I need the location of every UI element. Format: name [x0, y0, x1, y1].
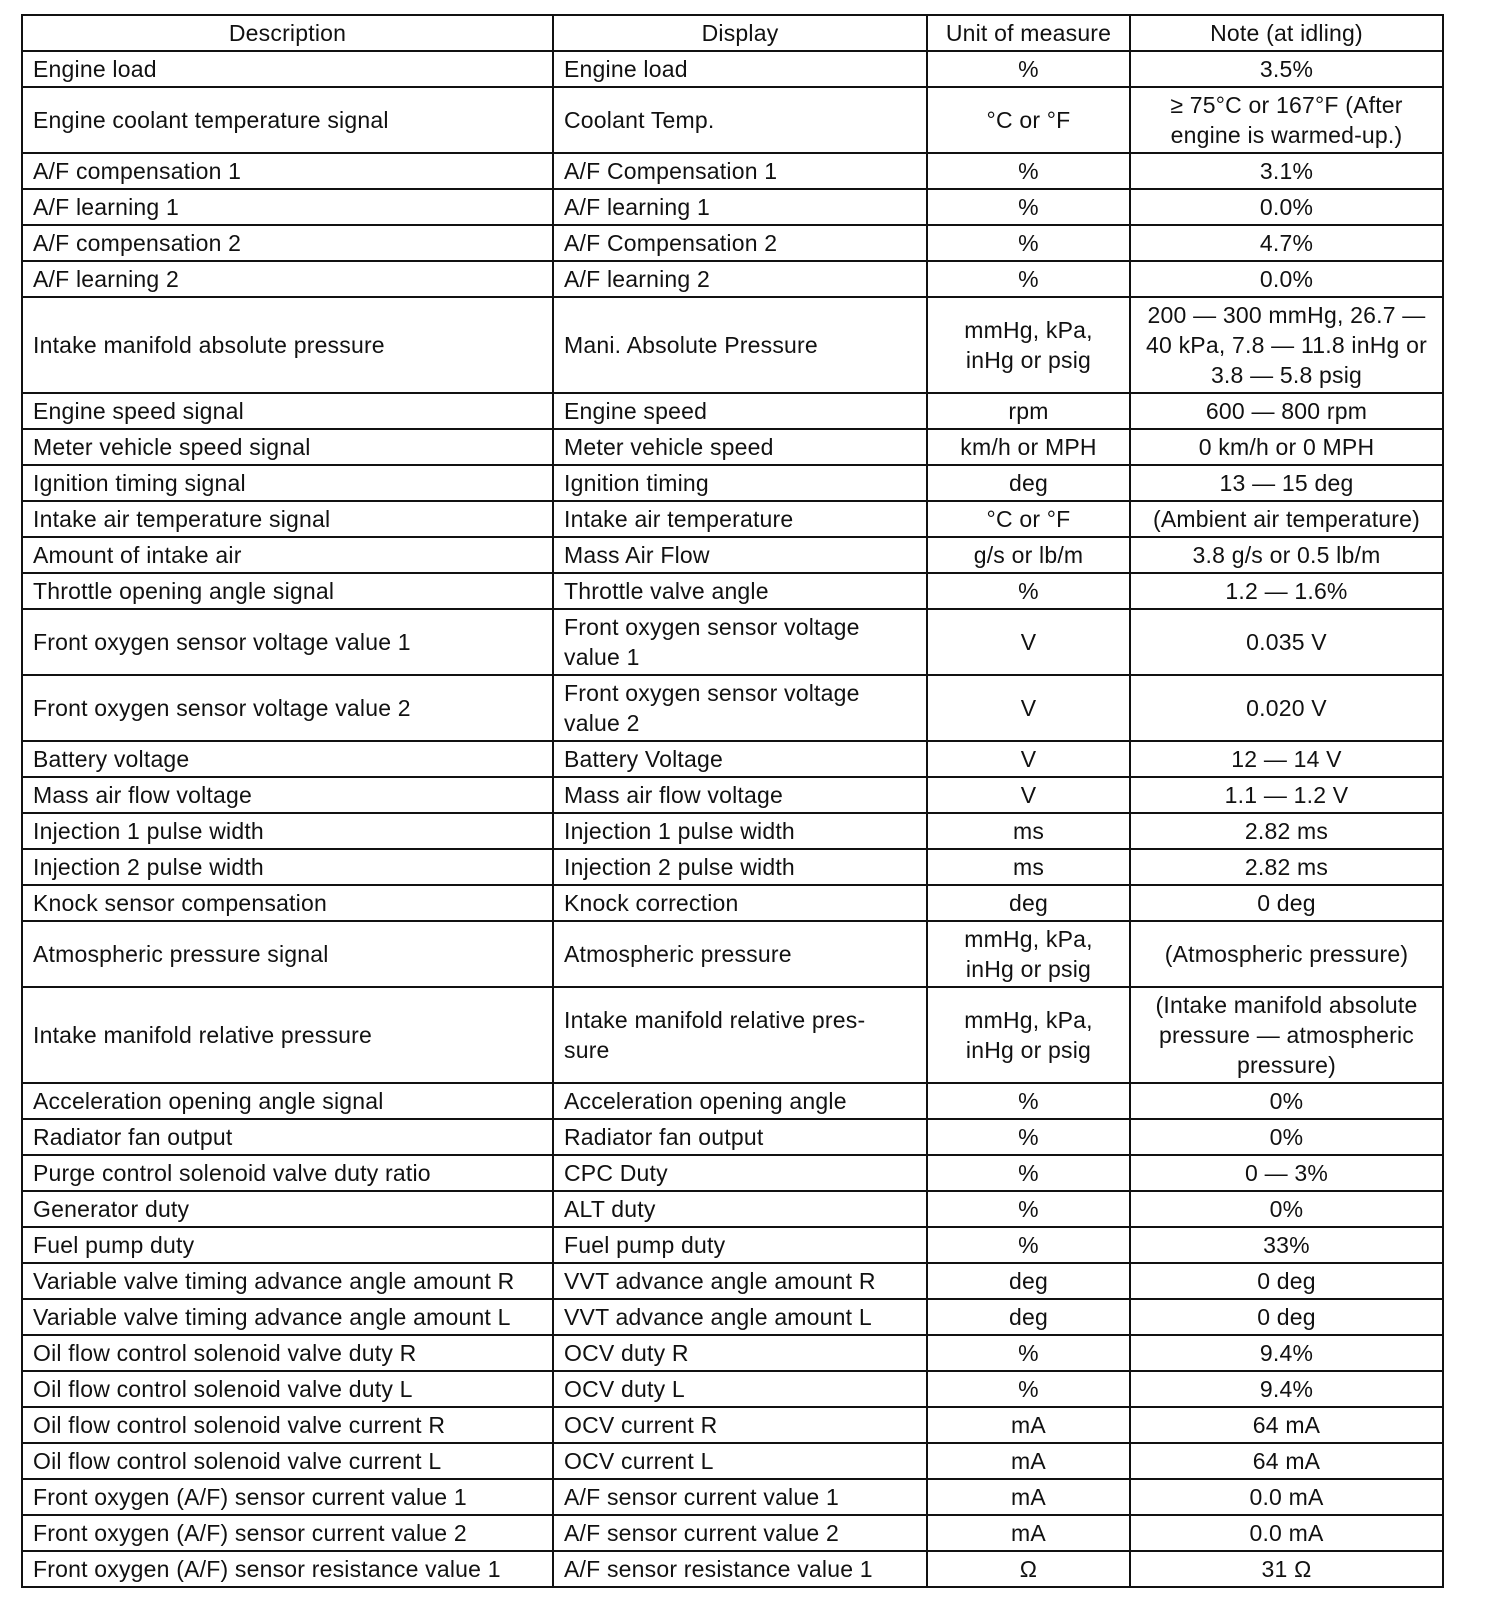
- cell-unit: V: [927, 777, 1130, 813]
- table-row: [22, 261, 1443, 297]
- cell-note: 3.5%: [1130, 51, 1443, 87]
- cell-note: 0%: [1130, 1083, 1443, 1119]
- cell-unit: deg: [927, 1299, 1130, 1335]
- table-row: [22, 1371, 1443, 1407]
- cell-description: Injection 1 pulse width: [22, 813, 553, 849]
- cell-display: Injection 2 pulse width: [553, 849, 927, 885]
- cell-description: Atmospheric pressure signal: [22, 921, 553, 987]
- table-row: [22, 1551, 1443, 1587]
- table-row: [22, 675, 1443, 741]
- cell-unit: %: [927, 1155, 1130, 1191]
- cell-description: A/F learning 2: [22, 261, 553, 297]
- cell-unit: Ω: [927, 1551, 1130, 1587]
- table-row: [22, 225, 1443, 261]
- cell-description: A/F compensation 2: [22, 225, 553, 261]
- cell-description: Knock sensor compensation: [22, 885, 553, 921]
- cell-note: 64 mA: [1130, 1443, 1443, 1479]
- cell-display: A/F Compensation 1: [553, 153, 927, 189]
- cell-note: 64 mA: [1130, 1407, 1443, 1443]
- table-row: [22, 1155, 1443, 1191]
- cell-unit: %: [927, 153, 1130, 189]
- cell-display: OCV current L: [553, 1443, 927, 1479]
- cell-description: Injection 2 pulse width: [22, 849, 553, 885]
- table-row: [22, 1227, 1443, 1263]
- cell-description: Front oxygen (A/F) sensor current value 2: [22, 1515, 553, 1551]
- table-row: [22, 297, 1443, 393]
- cell-unit: %: [927, 1191, 1130, 1227]
- table-row: [22, 777, 1443, 813]
- table-row: [22, 573, 1443, 609]
- cell-description: Front oxygen sensor voltage value 2: [22, 675, 553, 741]
- cell-unit: mA: [927, 1515, 1130, 1551]
- cell-unit: deg: [927, 1263, 1130, 1299]
- cell-unit: %: [927, 51, 1130, 87]
- cell-display: Radiator fan output: [553, 1119, 927, 1155]
- cell-description: Intake air temperature signal: [22, 501, 553, 537]
- table-row: [22, 537, 1443, 573]
- cell-note: 1.1 — 1.2 V: [1130, 777, 1443, 813]
- cell-description: Mass air flow voltage: [22, 777, 553, 813]
- cell-unit: deg: [927, 885, 1130, 921]
- cell-display: Injection 1 pulse width: [553, 813, 927, 849]
- table-row: [22, 1443, 1443, 1479]
- table-row: [22, 189, 1443, 225]
- table-row: [22, 1407, 1443, 1443]
- cell-unit: %: [927, 1083, 1130, 1119]
- cell-display: Ignition timing: [553, 465, 927, 501]
- cell-display: Engine load: [553, 51, 927, 87]
- cell-note: 31 Ω: [1130, 1551, 1443, 1587]
- header-unit: Unit of measure: [927, 15, 1130, 51]
- cell-description: Throttle opening angle signal: [22, 573, 553, 609]
- cell-description: Intake manifold relative pressure: [22, 987, 553, 1083]
- table-row: [22, 393, 1443, 429]
- cell-note: 4.7%: [1130, 225, 1443, 261]
- cell-description: Radiator fan output: [22, 1119, 553, 1155]
- cell-unit: mmHg, kPa, inHg or psig: [927, 297, 1130, 393]
- header-description: Description: [22, 15, 553, 51]
- cell-note: 2.82 ms: [1130, 849, 1443, 885]
- cell-display: Atmospheric pressure: [553, 921, 927, 987]
- cell-unit: deg: [927, 465, 1130, 501]
- cell-unit: V: [927, 675, 1130, 741]
- header-display: Display: [553, 15, 927, 51]
- cell-note: 0 deg: [1130, 885, 1443, 921]
- cell-note: 0.0 mA: [1130, 1515, 1443, 1551]
- cell-unit: %: [927, 189, 1130, 225]
- table-row: [22, 51, 1443, 87]
- cell-unit: mA: [927, 1407, 1130, 1443]
- cell-display: Throttle valve angle: [553, 573, 927, 609]
- cell-description: Engine coolant temperature signal: [22, 87, 553, 153]
- table-row: [22, 813, 1443, 849]
- cell-note: 1.2 — 1.6%: [1130, 573, 1443, 609]
- data-monitor-table: [21, 14, 1444, 1588]
- cell-note: 12 — 14 V: [1130, 741, 1443, 777]
- cell-display: Front oxygen sensor voltage value 2: [553, 675, 927, 741]
- cell-unit: ms: [927, 849, 1130, 885]
- cell-description: Generator duty: [22, 1191, 553, 1227]
- header-row: [22, 15, 1443, 51]
- cell-unit: %: [927, 1227, 1130, 1263]
- cell-note: 0%: [1130, 1119, 1443, 1155]
- cell-display: CPC Duty: [553, 1155, 927, 1191]
- cell-note: 0%: [1130, 1191, 1443, 1227]
- cell-note: (Ambient air temperature): [1130, 501, 1443, 537]
- cell-note: 0.0 mA: [1130, 1479, 1443, 1515]
- cell-description: Amount of intake air: [22, 537, 553, 573]
- cell-description: A/F learning 1: [22, 189, 553, 225]
- table-row: [22, 741, 1443, 777]
- cell-unit: %: [927, 573, 1130, 609]
- cell-description: Fuel pump duty: [22, 1227, 553, 1263]
- cell-display: A/F learning 1: [553, 189, 927, 225]
- cell-note: 3.8 g/s or 0.5 lb/m: [1130, 537, 1443, 573]
- cell-note: 0 km/h or 0 MPH: [1130, 429, 1443, 465]
- cell-display: A/F learning 2: [553, 261, 927, 297]
- cell-unit: V: [927, 609, 1130, 675]
- cell-display: A/F Compensation 2: [553, 225, 927, 261]
- cell-unit: %: [927, 225, 1130, 261]
- cell-unit: rpm: [927, 393, 1130, 429]
- cell-unit: %: [927, 261, 1130, 297]
- cell-note: 0.035 V: [1130, 609, 1443, 675]
- table-row: [22, 609, 1443, 675]
- cell-note: 200 — 300 mmHg, 26.7 — 40 kPa, 7.8 — 11.8 inHg or 3.8 — 5.8 psig: [1130, 297, 1443, 393]
- cell-description: Oil flow control solenoid valve current L: [22, 1443, 553, 1479]
- cell-description: Oil flow control solenoid valve current R: [22, 1407, 553, 1443]
- cell-note: 33%: [1130, 1227, 1443, 1263]
- table-row: [22, 921, 1443, 987]
- cell-display: OCV duty L: [553, 1371, 927, 1407]
- cell-note: 9.4%: [1130, 1335, 1443, 1371]
- cell-display: A/F sensor current value 2: [553, 1515, 927, 1551]
- table-row: [22, 987, 1443, 1083]
- cell-unit: %: [927, 1371, 1130, 1407]
- cell-display: Mass Air Flow: [553, 537, 927, 573]
- cell-description: Variable valve timing advance angle amount L: [22, 1299, 553, 1335]
- cell-display: Mass air flow voltage: [553, 777, 927, 813]
- cell-description: Front oxygen sensor voltage value 1: [22, 609, 553, 675]
- table-row: [22, 429, 1443, 465]
- cell-description: Purge control solenoid valve duty ratio: [22, 1155, 553, 1191]
- cell-unit: mA: [927, 1479, 1130, 1515]
- cell-display: Battery Voltage: [553, 741, 927, 777]
- cell-note: 0 deg: [1130, 1263, 1443, 1299]
- table-row: [22, 501, 1443, 537]
- cell-unit: km/h or MPH: [927, 429, 1130, 465]
- table-row: [22, 153, 1443, 189]
- cell-description: Engine speed signal: [22, 393, 553, 429]
- cell-note: 0 deg: [1130, 1299, 1443, 1335]
- cell-unit: V: [927, 741, 1130, 777]
- cell-display: A/F sensor resistance value 1: [553, 1551, 927, 1587]
- cell-display: Intake air temperature: [553, 501, 927, 537]
- cell-description: Meter vehicle speed signal: [22, 429, 553, 465]
- cell-display: Fuel pump duty: [553, 1227, 927, 1263]
- table-row: [22, 1263, 1443, 1299]
- cell-unit: mmHg, kPa, inHg or psig: [927, 921, 1130, 987]
- cell-note: 3.1%: [1130, 153, 1443, 189]
- table-row: [22, 465, 1443, 501]
- cell-description: Engine load: [22, 51, 553, 87]
- cell-description: Intake manifold absolute pressure: [22, 297, 553, 393]
- table-row: [22, 849, 1443, 885]
- cell-note: 0.0%: [1130, 261, 1443, 297]
- cell-note: 13 — 15 deg: [1130, 465, 1443, 501]
- cell-description: Front oxygen (A/F) sensor resistance value 1: [22, 1551, 553, 1587]
- table-row: [22, 87, 1443, 153]
- cell-unit: ms: [927, 813, 1130, 849]
- cell-unit: °C or °F: [927, 501, 1130, 537]
- table-row: [22, 1191, 1443, 1227]
- cell-display: Coolant Temp.: [553, 87, 927, 153]
- cell-unit: g/s or lb/m: [927, 537, 1130, 573]
- cell-display: OCV current R: [553, 1407, 927, 1443]
- cell-unit: mA: [927, 1443, 1130, 1479]
- cell-description: Front oxygen (A/F) sensor current value 1: [22, 1479, 553, 1515]
- cell-note: 9.4%: [1130, 1371, 1443, 1407]
- cell-note: (Atmospheric pressure): [1130, 921, 1443, 987]
- cell-display: Engine speed: [553, 393, 927, 429]
- cell-description: A/F compensation 1: [22, 153, 553, 189]
- cell-note: 0.0%: [1130, 189, 1443, 225]
- header-note: Note (at idling): [1130, 15, 1443, 51]
- cell-display: Mani. Absolute Pressure: [553, 297, 927, 393]
- cell-description: Oil flow control solenoid valve duty R: [22, 1335, 553, 1371]
- cell-note: 0.020 V: [1130, 675, 1443, 741]
- table-row: [22, 1119, 1443, 1155]
- cell-unit: %: [927, 1119, 1130, 1155]
- cell-description: Variable valve timing advance angle amount R: [22, 1263, 553, 1299]
- cell-note: 2.82 ms: [1130, 813, 1443, 849]
- cell-unit: %: [927, 1335, 1130, 1371]
- table-row: [22, 885, 1443, 921]
- cell-description: Battery voltage: [22, 741, 553, 777]
- cell-display: OCV duty R: [553, 1335, 927, 1371]
- cell-note: 600 — 800 rpm: [1130, 393, 1443, 429]
- cell-note: 0 — 3%: [1130, 1155, 1443, 1191]
- table-row: [22, 1479, 1443, 1515]
- cell-unit: °C or °F: [927, 87, 1130, 153]
- cell-note: (Intake manifold absolute pressure — atmospheric pressure): [1130, 987, 1443, 1083]
- cell-display: A/F sensor current value 1: [553, 1479, 927, 1515]
- cell-display: ALT duty: [553, 1191, 927, 1227]
- cell-description: Ignition timing signal: [22, 465, 553, 501]
- cell-description: Oil flow control solenoid valve duty L: [22, 1371, 553, 1407]
- cell-display: Knock correction: [553, 885, 927, 921]
- cell-unit: mmHg, kPa, inHg or psig: [927, 987, 1130, 1083]
- table-row: [22, 1299, 1443, 1335]
- cell-note: ≥ 75°C or 167°F (After engine is warmed-up.): [1130, 87, 1443, 153]
- cell-display: VVT advance angle amount L: [553, 1299, 927, 1335]
- cell-description: Acceleration opening angle signal: [22, 1083, 553, 1119]
- table-row: [22, 1515, 1443, 1551]
- table-row: [22, 1083, 1443, 1119]
- cell-display: Acceleration opening angle: [553, 1083, 927, 1119]
- cell-display: Meter vehicle speed: [553, 429, 927, 465]
- cell-display: Intake manifold relative pres- sure: [553, 987, 927, 1083]
- cell-display: Front oxygen sensor voltage value 1: [553, 609, 927, 675]
- cell-display: VVT advance angle amount R: [553, 1263, 927, 1299]
- table-row: [22, 1335, 1443, 1371]
